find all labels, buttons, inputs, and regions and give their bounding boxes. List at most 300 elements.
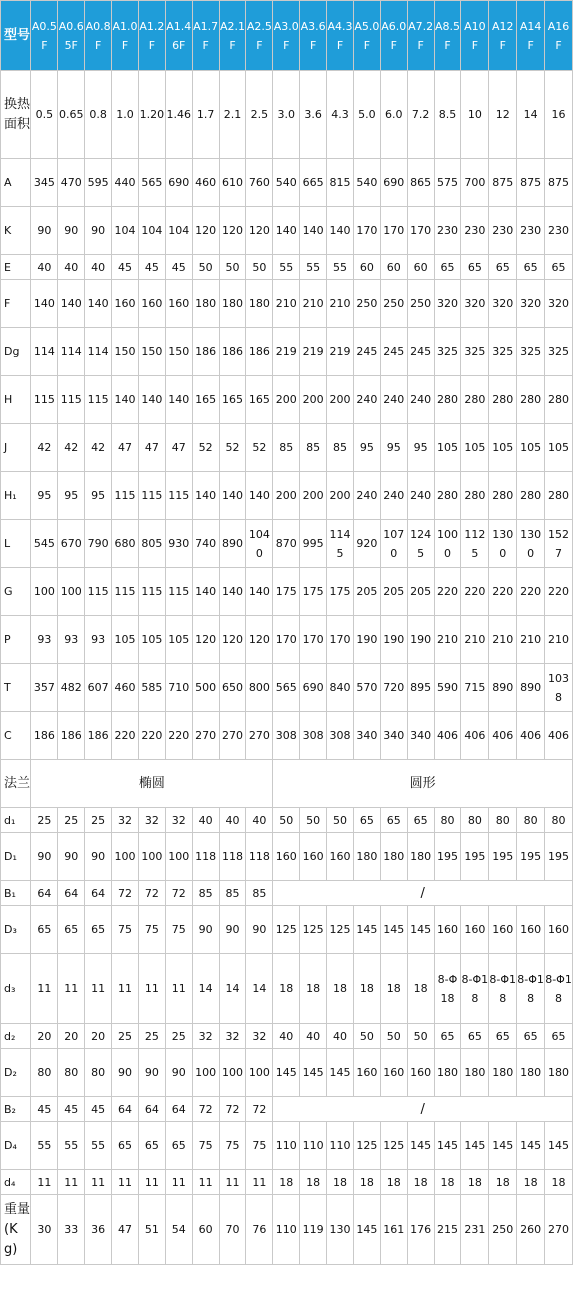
value-cell: 45 [165,255,192,280]
table-row [1,71,573,159]
table-row [1,568,573,616]
value-cell: 65 [461,1024,489,1049]
value-cell: 280 [489,472,517,520]
value-cell: 145 [407,1122,434,1170]
value-cell: 140 [246,472,273,520]
value-cell: 85 [300,424,327,472]
row-label-cell: F [1,280,31,328]
value-cell: 195 [517,833,545,881]
value-cell: 500 [192,664,219,712]
value-cell: 720 [380,664,407,712]
value-cell: 325 [434,328,461,376]
value-cell: 115 [85,376,112,424]
value-cell: 105 [112,616,139,664]
value-cell: 75 [165,906,192,954]
value-cell: 665 [300,159,327,207]
value-cell: 80 [489,808,517,833]
value-cell: 8-Φ18 [461,954,489,1024]
table-row [1,906,573,954]
table-row [1,1097,573,1122]
value-cell: 115 [138,568,165,616]
value-cell: 995 [300,520,327,568]
value-cell: 25 [58,808,85,833]
value-cell: 105 [489,424,517,472]
value-cell: 75 [219,1122,246,1170]
value-cell: 570 [353,664,380,712]
value-cell: 42 [85,424,112,472]
value-cell: 145 [434,1122,461,1170]
flange-ellipse-cell: 椭圆 [31,760,273,808]
value-cell: 65 [165,1122,192,1170]
value-cell: 40 [327,1024,354,1049]
value-cell: 325 [489,328,517,376]
value-cell: 20 [85,1024,112,1049]
table-row [1,1049,573,1097]
value-cell: 160 [138,280,165,328]
value-cell: 1145 [327,520,354,568]
value-cell: 308 [300,712,327,760]
value-cell: 320 [461,280,489,328]
value-cell: 140 [192,472,219,520]
value-cell: 180 [434,1049,461,1097]
value-cell: 150 [138,328,165,376]
value-cell: 50 [380,1024,407,1049]
value-cell: 8-Φ18 [434,954,461,1024]
value-cell: 11 [165,954,192,1024]
value-cell: 110 [300,1122,327,1170]
value-cell: 170 [353,207,380,255]
table-row [1,280,573,328]
value-cell: 805 [138,520,165,568]
value-cell: 75 [138,906,165,954]
value-cell: 875 [545,159,573,207]
value-cell: 1040 [246,520,273,568]
value-cell: 125 [380,1122,407,1170]
value-cell: 240 [407,376,434,424]
value-cell: 65 [461,255,489,280]
model-header-cell: A1.0F [112,1,139,71]
value-cell: 8-Φ18 [489,954,517,1024]
value-cell: 220 [517,568,545,616]
value-cell: 575 [434,159,461,207]
value-cell: 160 [461,906,489,954]
value-cell: 50 [353,1024,380,1049]
value-cell: 18 [461,1170,489,1195]
value-cell: 11 [192,1170,219,1195]
value-cell: 170 [300,616,327,664]
table-row [1,1024,573,1049]
value-cell: 215 [434,1195,461,1265]
value-cell: 115 [165,472,192,520]
value-cell: 90 [165,1049,192,1097]
value-cell: 40 [31,255,58,280]
value-cell: 186 [85,712,112,760]
value-cell: 65 [545,1024,573,1049]
value-cell: 50 [273,808,300,833]
empty-span-cell: / [273,1097,573,1122]
value-cell: 1.7 [192,71,219,159]
value-cell: 140 [246,568,273,616]
value-cell: 20 [31,1024,58,1049]
value-cell: 42 [58,424,85,472]
value-cell: 32 [112,808,139,833]
value-cell: 280 [461,472,489,520]
value-cell: 170 [380,207,407,255]
value-cell: 100 [31,568,58,616]
value-cell: 610 [219,159,246,207]
row-label-cell: H [1,376,31,424]
value-cell: 18 [380,1170,407,1195]
value-cell: 440 [112,159,139,207]
table-row [1,712,573,760]
value-cell: 325 [461,328,489,376]
value-cell: 240 [353,376,380,424]
value-cell: 710 [165,664,192,712]
value-cell: 25 [31,808,58,833]
value-cell: 680 [112,520,139,568]
row-label-cell: d₃ [1,954,31,1024]
value-cell: 145 [327,1049,354,1097]
value-cell: 280 [517,472,545,520]
row-label-cell: 换热面积 [1,71,31,159]
value-cell: 210 [489,616,517,664]
value-cell: 65 [434,255,461,280]
value-cell: 65 [58,906,85,954]
value-cell: 65 [85,906,112,954]
value-cell: 270 [219,712,246,760]
value-cell: 245 [380,328,407,376]
value-cell: 105 [165,616,192,664]
value-cell: 230 [434,207,461,255]
value-cell: 1245 [407,520,434,568]
value-cell: 160 [407,1049,434,1097]
value-cell: 160 [517,906,545,954]
value-cell: 80 [517,808,545,833]
value-cell: 80 [58,1049,85,1097]
value-cell: 40 [219,808,246,833]
value-cell: 18 [434,1170,461,1195]
value-cell: 105 [434,424,461,472]
value-cell: 180 [545,1049,573,1097]
value-cell: 115 [58,376,85,424]
value-cell: 460 [112,664,139,712]
value-cell: 20 [58,1024,85,1049]
value-cell: 140 [192,568,219,616]
value-cell: 231 [461,1195,489,1265]
value-cell: 0.5 [31,71,58,159]
model-header-cell: A14F [517,1,545,71]
value-cell: 85 [219,881,246,906]
value-cell: 65 [138,1122,165,1170]
value-cell: 170 [327,616,354,664]
row-label-cell: C [1,712,31,760]
value-cell: 50 [300,808,327,833]
value-cell: 64 [58,881,85,906]
value-cell: 357 [31,664,58,712]
value-cell: 16 [545,71,573,159]
value-cell: 110 [273,1195,300,1265]
row-label-cell: D₂ [1,1049,31,1097]
value-cell: 119 [300,1195,327,1265]
value-cell: 250 [489,1195,517,1265]
row-label-cell: d₂ [1,1024,31,1049]
value-cell: 210 [300,280,327,328]
value-cell: 90 [31,833,58,881]
value-cell: 120 [192,207,219,255]
value-cell: 240 [353,472,380,520]
value-cell: 47 [165,424,192,472]
value-cell: 406 [545,712,573,760]
value-cell: 320 [545,280,573,328]
value-cell: 140 [112,376,139,424]
value-cell: 18 [353,954,380,1024]
value-cell: 45 [31,1097,58,1122]
value-cell: 72 [138,881,165,906]
value-cell: 607 [85,664,112,712]
value-cell: 320 [434,280,461,328]
value-cell: 75 [246,1122,273,1170]
value-cell: 115 [31,376,58,424]
value-cell: 90 [192,906,219,954]
value-cell: 0.65 [58,71,85,159]
value-cell: 195 [489,833,517,881]
row-label-cell: B₁ [1,881,31,906]
row-label-cell: H₁ [1,472,31,520]
value-cell: 650 [219,664,246,712]
value-cell: 93 [31,616,58,664]
value-cell: 176 [407,1195,434,1265]
value-cell: 220 [545,568,573,616]
model-header-cell: A2.5F [246,1,273,71]
value-cell: 270 [545,1195,573,1265]
value-cell: 11 [219,1170,246,1195]
model-header-cell: A0.5F [31,1,58,71]
value-cell: 115 [165,568,192,616]
value-cell: 11 [85,1170,112,1195]
value-cell: 45 [112,255,139,280]
value-cell: 11 [112,1170,139,1195]
value-cell: 1125 [461,520,489,568]
flange-row [1,760,573,808]
value-cell: 930 [165,520,192,568]
value-cell: 8-Φ18 [517,954,545,1024]
model-header-cell: A12F [489,1,517,71]
value-cell: 25 [138,1024,165,1049]
value-cell: 45 [138,255,165,280]
value-cell: 145 [517,1122,545,1170]
value-cell: 30 [31,1195,58,1265]
value-cell: 80 [434,808,461,833]
value-cell: 75 [112,906,139,954]
value-cell: 11 [31,1170,58,1195]
value-cell: 800 [246,664,273,712]
value-cell: 165 [192,376,219,424]
value-cell: 90 [112,1049,139,1097]
value-cell: 76 [246,1195,273,1265]
value-cell: 18 [353,1170,380,1195]
value-cell: 160 [112,280,139,328]
value-cell: 72 [246,1097,273,1122]
value-cell: 890 [517,664,545,712]
model-header-cell: A4.3F [327,1,354,71]
value-cell: 55 [58,1122,85,1170]
value-cell: 14 [517,71,545,159]
value-cell: 115 [138,472,165,520]
value-cell: 14 [246,954,273,1024]
value-cell: 180 [461,1049,489,1097]
value-cell: 145 [300,1049,327,1097]
value-cell: 210 [327,280,354,328]
value-cell: 100 [219,1049,246,1097]
value-cell: 145 [353,1195,380,1265]
value-cell: 11 [58,1170,85,1195]
value-cell: 18 [273,954,300,1024]
value-cell: 200 [273,376,300,424]
value-cell: 150 [112,328,139,376]
value-cell: 65 [407,808,434,833]
value-cell: 85 [192,881,219,906]
value-cell: 160 [300,833,327,881]
value-cell: 280 [545,472,573,520]
value-cell: 140 [31,280,58,328]
value-cell: 2.5 [246,71,273,159]
value-cell: 33 [58,1195,85,1265]
value-cell: 186 [58,712,85,760]
model-header-cell: A10F [461,1,489,71]
value-cell: 90 [85,207,112,255]
value-cell: 190 [353,616,380,664]
value-cell: 100 [112,833,139,881]
value-cell: 220 [112,712,139,760]
value-cell: 105 [517,424,545,472]
row-label-cell: T [1,664,31,712]
model-header-cell: A6.0F [380,1,407,71]
value-cell: 100 [138,833,165,881]
value-cell: 11 [85,954,112,1024]
table-row [1,207,573,255]
value-cell: 200 [300,376,327,424]
row-label-cell: D₁ [1,833,31,881]
value-cell: 690 [380,159,407,207]
value-cell: 105 [138,616,165,664]
row-label-cell: E [1,255,31,280]
value-cell: 219 [300,328,327,376]
value-cell: 70 [219,1195,246,1265]
value-cell: 55 [300,255,327,280]
value-cell: 219 [273,328,300,376]
value-cell: 65 [112,1122,139,1170]
value-cell: 47 [112,1195,139,1265]
value-cell: 245 [407,328,434,376]
value-cell: 85 [273,424,300,472]
value-cell: 1.46 [165,71,192,159]
value-cell: 340 [380,712,407,760]
value-cell: 1070 [380,520,407,568]
model-header-cell: A1.7F [192,1,219,71]
value-cell: 190 [407,616,434,664]
model-header-cell: A16F [545,1,573,71]
value-cell: 11 [138,954,165,1024]
value-cell: 210 [517,616,545,664]
value-cell: 195 [545,833,573,881]
value-cell: 230 [489,207,517,255]
value-cell: 60 [380,255,407,280]
flange-label-cell: 法兰 [1,760,31,808]
value-cell: 345 [31,159,58,207]
value-cell: 160 [165,280,192,328]
value-cell: 18 [300,954,327,1024]
value-cell: 195 [434,833,461,881]
value-cell: 118 [246,833,273,881]
table-row [1,616,573,664]
value-cell: 1.0 [112,71,139,159]
value-cell: 114 [58,328,85,376]
value-cell: 93 [58,616,85,664]
value-cell: 8-Φ18 [545,954,573,1024]
value-cell: 210 [434,616,461,664]
value-cell: 42 [31,424,58,472]
value-cell: 250 [353,280,380,328]
value-cell: 700 [461,159,489,207]
model-header-cell: A2.1F [219,1,246,71]
value-cell: 72 [219,1097,246,1122]
value-cell: 18 [545,1170,573,1195]
value-cell: 190 [380,616,407,664]
value-cell: 60 [353,255,380,280]
value-cell: 118 [192,833,219,881]
value-cell: 180 [219,280,246,328]
value-cell: 11 [165,1170,192,1195]
value-cell: 120 [192,616,219,664]
value-cell: 220 [461,568,489,616]
value-cell: 11 [31,954,58,1024]
value-cell: 12 [489,71,517,159]
value-cell: 32 [165,808,192,833]
value-cell: 18 [407,954,434,1024]
value-cell: 104 [138,207,165,255]
value-cell: 165 [246,376,273,424]
value-cell: 590 [434,664,461,712]
value-cell: 200 [327,472,354,520]
model-header-cell: A1.46F [165,1,192,71]
value-cell: 145 [461,1122,489,1170]
value-cell: 95 [380,424,407,472]
value-cell: 175 [300,568,327,616]
value-cell: 186 [219,328,246,376]
value-cell: 105 [461,424,489,472]
model-header-cell: A1.2F [138,1,165,71]
value-cell: 406 [434,712,461,760]
value-cell: 95 [31,472,58,520]
value-cell: 72 [192,1097,219,1122]
value-cell: 760 [246,159,273,207]
value-cell: 32 [246,1024,273,1049]
value-cell: 460 [192,159,219,207]
value-cell: 145 [407,906,434,954]
value-cell: 18 [380,954,407,1024]
value-cell: 200 [273,472,300,520]
value-cell: 175 [327,568,354,616]
value-cell: 140 [219,568,246,616]
value-cell: 80 [31,1049,58,1097]
value-cell: 895 [407,664,434,712]
value-cell: 32 [192,1024,219,1049]
value-cell: 180 [192,280,219,328]
row-label-cell: Dg [1,328,31,376]
value-cell: 0.8 [85,71,112,159]
model-header-cell: A3.0F [273,1,300,71]
table-row [1,808,573,833]
